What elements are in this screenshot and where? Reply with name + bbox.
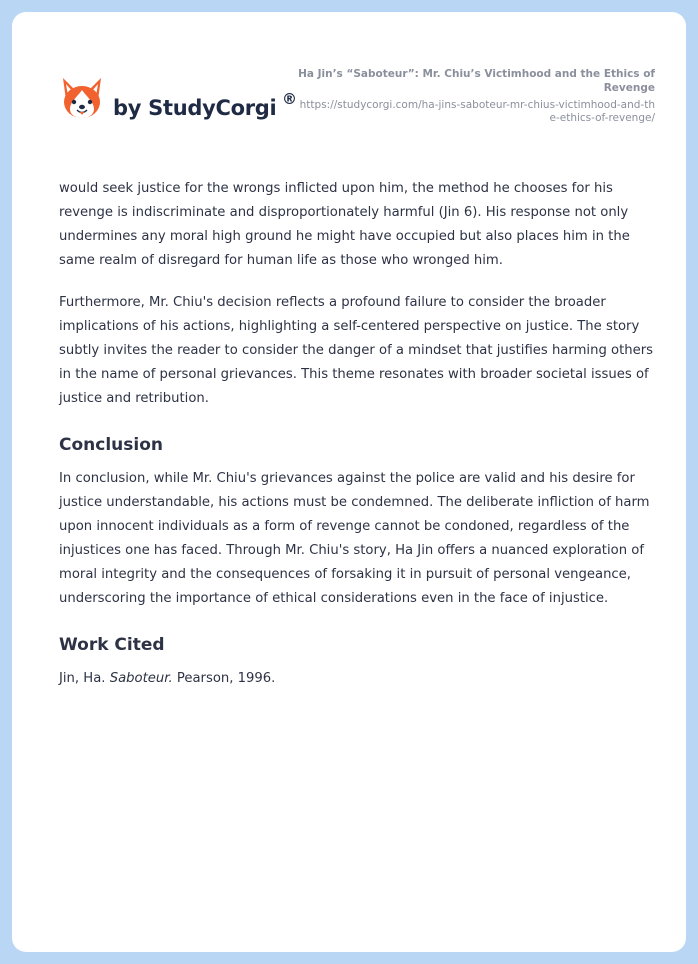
- document-title: Ha Jin’s “Saboteur”: Mr. Chiu’s Victimhood and the Ethics of Revenge: [298, 68, 655, 94]
- registered-mark: ®: [282, 90, 297, 108]
- conclusion-paragraph: In conclusion, while Mr. Chiu's grievances against the police are valid and his desire for justice understandable, his actions must be condemned. The deliberate infliction of harm upon innocent individuals as a form of revenge cannot be condoned, regardless of the injustices one has faced. Through Mr. Chiu's story, Ha Jin offers a nuanced exploration of moral integrity and the consequences of forsaking it in pursuit of personal vengeance, underscoring the importance of ethical considerations even in the face of injustice.: [59, 471, 650, 606]
- citation-entry: [59, 667, 656, 691]
- studycorgi-logo[interactable]: [60, 76, 310, 126]
- citation-author: Jin, Ha.: [59, 671, 106, 686]
- document-url[interactable]: https://studycorgi.com/ha-jins-saboteur-mr-chius-victimhood-and-the-ethics-of-revenge/: [299, 99, 655, 124]
- citation-publisher: Pearson, 1996.: [176, 671, 276, 686]
- body-paragraph: would seek justice for the wrongs inflicted upon him, the method he chooses for his revenge is indiscriminate and disproportionately harmful (Jin 6). His response not only undermines any moral high ground he might have occupied but also places him in the same realm of disregard for human life as those who wronged him.: [59, 181, 630, 268]
- corgi-logo-icon: [60, 76, 104, 122]
- document-page: [12, 12, 686, 952]
- body-paragraph: Furthermore, Mr. Chiu's decision reflects a profound failure to consider the broader implications of his actions, highlighting a self-centered perspective on justice. The story subtly invites the reader to consider the danger of a mindset that justifies harming others in the name of personal grievances. This theme resonates with broader societal issues of justice and retribution.: [59, 295, 654, 406]
- citation-title: Saboteur.: [109, 671, 173, 686]
- document-meta: [295, 67, 655, 125]
- brand-name: by StudyCorgi: [113, 96, 277, 120]
- conclusion-heading: Conclusion: [59, 435, 163, 455]
- works-cited-heading: Work Cited: [59, 635, 165, 655]
- page-header: [12, 12, 686, 152]
- document-body: [59, 177, 656, 709]
